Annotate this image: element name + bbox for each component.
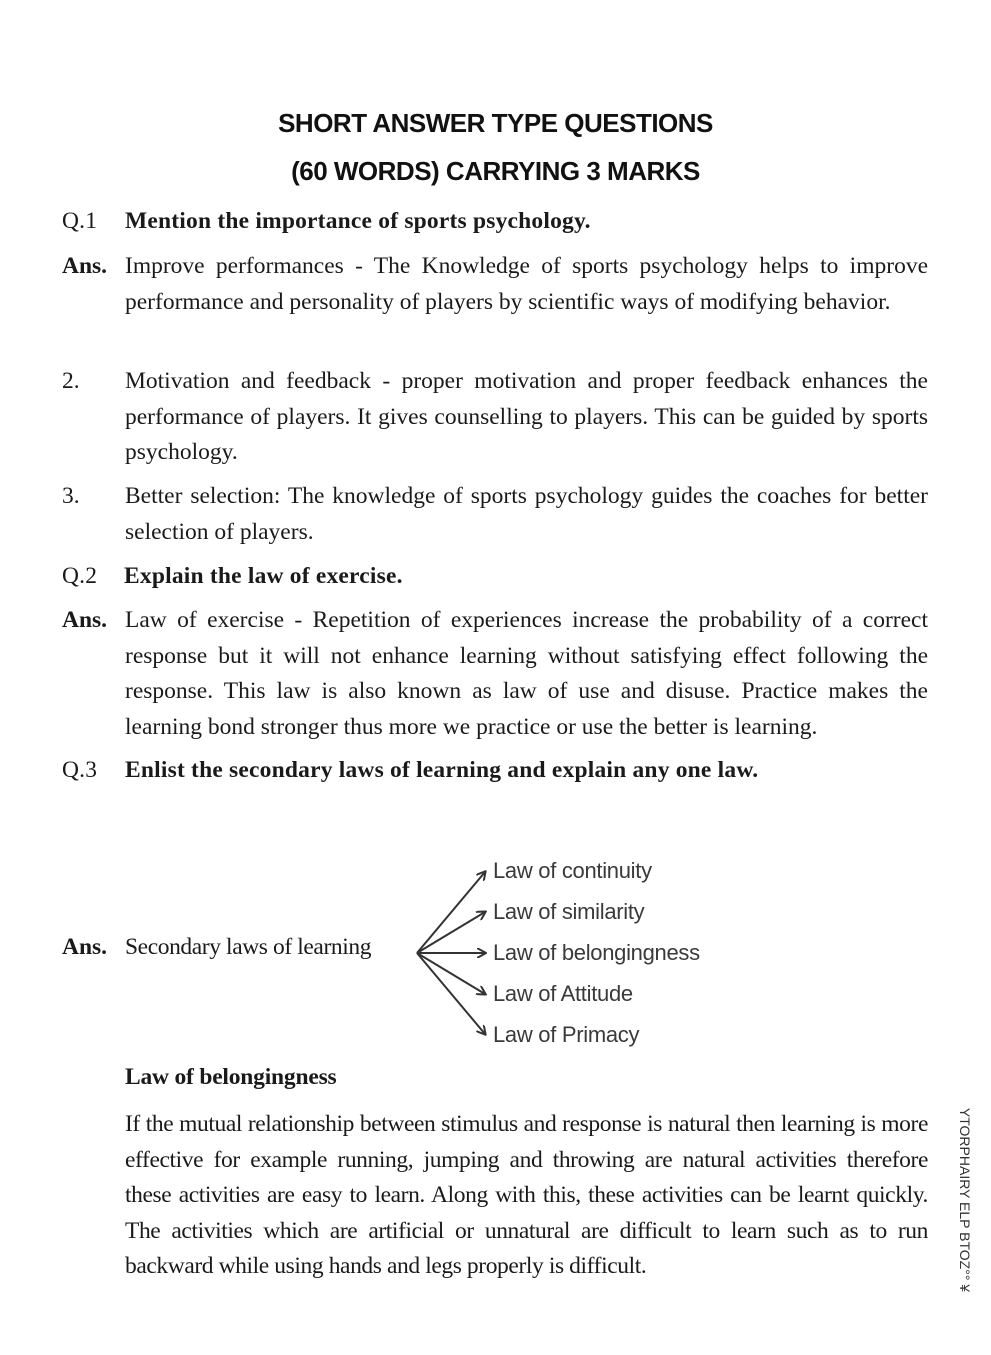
law-item: Law of Primacy: [493, 1022, 640, 1047]
question-2: [62, 559, 928, 595]
question-3-text: Enlist the secondary laws of learning and explain any one law.: [125, 757, 759, 783]
explained-law-paragraph: If the mutual relationship between stimulus and response is natural then learning is more effective for example running, jumping and throwing are natural activities therefore these activities are easy to learn. Along with this, these activities can be learnt quickly. The activities which are artificial or unnatural are difficult to learn such as to run backward while using hands and legs properly is difficult.: [125, 1111, 928, 1279]
answer-1-point-3-number: 3.: [62, 483, 80, 509]
question-3-label: Q.3: [62, 757, 98, 783]
answer-1-point-2-text: Motivation and feedback - proper motivation and proper feedback enhances the performance of players. It gives counselling to players. This can be guided by sports psychology.: [125, 368, 928, 465]
diagram-root-label: Secondary laws of learning: [125, 934, 372, 960]
question-3: [62, 753, 928, 789]
question-1-text: Mention the importance of sports psychology.: [125, 208, 591, 234]
answer-2-text: Law of exercise - Repetition of experiences increase the probability of a correct response but it will not enhance learning without satisfying effect following the response. This law is also known as law of use and disuse. Practice makes the learning bond stronger thus more we practice or use the better is learning.: [125, 607, 928, 740]
question-2-text: Explain the law of exercise.: [124, 563, 403, 589]
answer-2-label: Ans.: [62, 607, 108, 633]
side-watermark: [945, 1107, 985, 1293]
answer-1-point-2-number: 2.: [62, 368, 80, 394]
question-2-label: Q.2: [62, 563, 98, 589]
answer-1-point-1-text: Improve performances - The Knowledge of sports psychology helps to improve performance and personality of players by scientific ways of modifying behavior.: [125, 253, 928, 315]
page-heading-line-2: (60 WORDS) CARRYING 3 MARKS: [291, 156, 700, 186]
answer-1-label: Ans.: [62, 253, 108, 279]
answer-1-point-3-text: Better selection: The knowledge of sports psychology guides the coaches for better selection of players.: [125, 483, 928, 545]
answer-1-point-3: [62, 479, 928, 550]
law-item: Law of belongingness: [493, 940, 700, 965]
law-item: Law of similarity: [493, 899, 645, 924]
answer-1-point-1: [62, 249, 928, 320]
law-item: Law of continuity: [493, 858, 652, 883]
page-heading-line-1: SHORT ANSWER TYPE QUESTIONS: [278, 108, 713, 138]
explained-law-title: Law of belongingness: [125, 1064, 337, 1090]
branching-arrows-icon: [405, 852, 495, 1057]
law-item: Law of Attitude: [493, 981, 633, 1006]
secondary-laws-diagram: [405, 852, 745, 1057]
side-watermark-text: YTORPHAIRY ELP BTOZ°° ¥: [957, 1107, 973, 1293]
question-1-label: Q.1: [62, 208, 98, 234]
answer-2: [62, 603, 928, 745]
answer-3-label: Ans.: [62, 934, 108, 960]
answer-1-point-2: [62, 364, 928, 471]
question-1: [62, 204, 928, 240]
